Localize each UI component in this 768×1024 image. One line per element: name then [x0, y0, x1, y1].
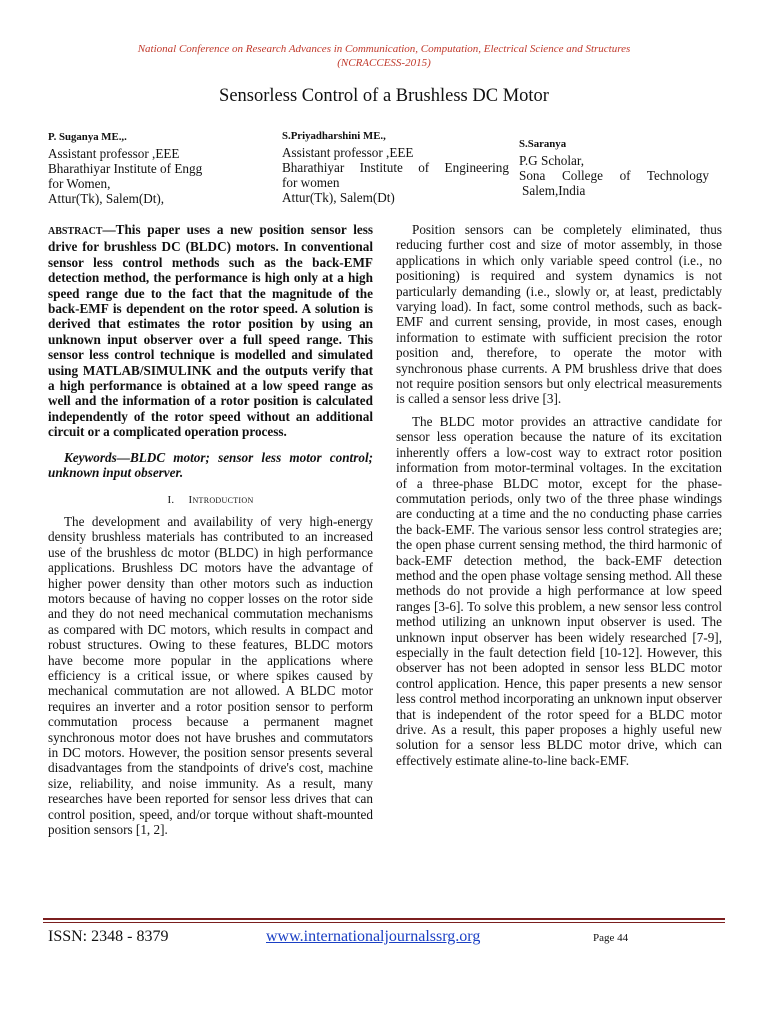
author-affiliation-line: Assistant professor ,EEE [48, 146, 180, 161]
author-block-3 [519, 138, 709, 198]
author-name: S.Priyadharshini ME., [282, 130, 386, 142]
author-affiliation-line: for women [282, 175, 340, 190]
author-name: S.Saranya [519, 138, 567, 150]
author-name: P. Suganya ME.,. [48, 131, 127, 143]
paper-title: Sensorless Control of a Brushless DC Motor [219, 86, 549, 106]
page-footer [48, 928, 728, 948]
body-paragraph: The BLDC motor provides an attractive candidate for sensor less operation because the nature of its excitation inherently offers a low-cost way to extract rotor position information from motor-terminal voltages. In the excitation of a three-phase BLDC motor, except for the phase-commutation periods, only two of the three phase windings are conducting at a time and the no conducting phase carries the back-EMF. The various sensor less control strategies are; the open phase current sensing method, the third harmonic of back-EMF detection method, the back-EMF detection method and the open phase voltage sensing method. All these methods do not provide a high performance at low speed ranges [3-6]. To solve this problem, a new sensor less control method utilizing an unknown input observer is used. The unknown input observer has been widely researched [7-9], especially in the fault detection field [10-12]. However, this observer has not been adopted in sensor less BLDC motor control application. Hence, this paper presents a new sensor less control method incorporating an unknown input observer that is independent of the rotor speed for a BLDC motor drive. As a result, this paper proposes a highly useful new solution for a sensor less BLDC motor drive, which can effectively estimate aline-to-line back-EMF. [396, 413, 722, 768]
author-affiliation-line: Bharathiyar Institute of Engineering [282, 160, 509, 175]
conference-name: National Conference on Research Advances in Communication, Computation, Electrical Science and Structures [137, 43, 631, 55]
section-title: Introduction [188, 493, 254, 506]
abstract-label: ABSTRACT [48, 226, 103, 237]
page-number: Page 44 [593, 932, 629, 944]
author-block-1 [48, 131, 258, 206]
intro-paragraph: The development and availability of very high-energy density brushless materials has contributed to an increased use of the brushless dc motor (BLDC) in high performance applications. Brushless DC motors have the advantage of higher power density than other motors such as induction motors because of having no copper losses on the rotor side and they do not need mechanical commutation mechanisms as compared with DC motors, which results in compact and robust structures. Owing to these features, BLDC motors have become more popular in the applications where efficiency is a critical issue, or where spikes caused by mechanical commutation are not allowed. A BLDC motor requires an inverter and a rotor position sensor to perform commutation process because a permanent magnet synchronous motor does not have brushes and commutators in DC motors. However, the position sensor presents several disadvantages from the standpoints of drive's cost, machine size, reliability, and noise immunity. As a result, many researches have been reported for sensor less drives that can control position, speed, and/or torque without shaft-mounted position sensors [1, 2]. [48, 513, 373, 838]
conference-acronym: (NCRACCESS-2015) [337, 57, 431, 69]
abstract-text: —This paper uses a new position sensor less drive for brushless DC (BLDC) motors. In conventional sensor less control methods such as the back-EMF detection method, the performance is high only at a high speed range due to the fact that the magnitude of the back-EMF is dependent on the rotor speed. A solution is derived that estimates the rotor position by using an unknown input observer over a full speed range. This sensor less control technique is modelled and simulated using MATLAB/SIMULINK and the outputs verify that a high performance is obtained at a low speed range as well and the information of a rotor position is calculated independently of the rotor speed without an additional circuit or a complicated operation process. [48, 222, 373, 440]
journal-link[interactable]: www.internationaljournalssrg.org [266, 928, 481, 945]
section-heading [48, 493, 373, 508]
conference-header [40, 42, 728, 70]
footer-rule [43, 918, 725, 920]
author-affiliation-line: for Women, [48, 176, 111, 191]
left-column [48, 222, 373, 844]
keywords: Keywords—BLDC motor; sensor less motor control; unknown input observer. [48, 449, 373, 481]
body-paragraph: Position sensors can be completely eliminated, thus reducing further cost and size of motor assembly, in those applications in which only variable speed control (i.e., no positioning) is required and system dynamics is not particularly demanding (i.e., slowly or, at least, predictably varying load). In fact, some control methods, such as back-EMF and current sensing, provide, in most cases, enough information to estimate with sufficient precision the rotor position and, therefore, to operate the motor with synchronous phase currents. A PM brushless drive that does not require position sensors but only electrical measurements is called a sensor less drive [3]. [396, 222, 722, 407]
author-block-2 [282, 130, 509, 205]
footer-rule [43, 922, 725, 923]
issn: ISSN: 2348 - 8379 [48, 928, 169, 945]
author-affiliation-line: Attur(Tk), Salem(Dt), [48, 191, 165, 206]
author-affiliation-line: Sona College of Technology [519, 168, 709, 183]
right-column [396, 222, 722, 775]
author-affiliation-line: Salem,India [522, 183, 586, 198]
section-number: I. [167, 493, 175, 506]
author-affiliation-line: Bharathiyar Institute of Engg [48, 161, 203, 176]
abstract-paragraph [48, 222, 373, 440]
author-affiliation-line: Assistant professor ,EEE [282, 145, 414, 160]
author-affiliation-line: Attur(Tk), Salem(Dt) [282, 190, 395, 205]
author-affiliation-line: P.G Scholar, [519, 153, 585, 168]
